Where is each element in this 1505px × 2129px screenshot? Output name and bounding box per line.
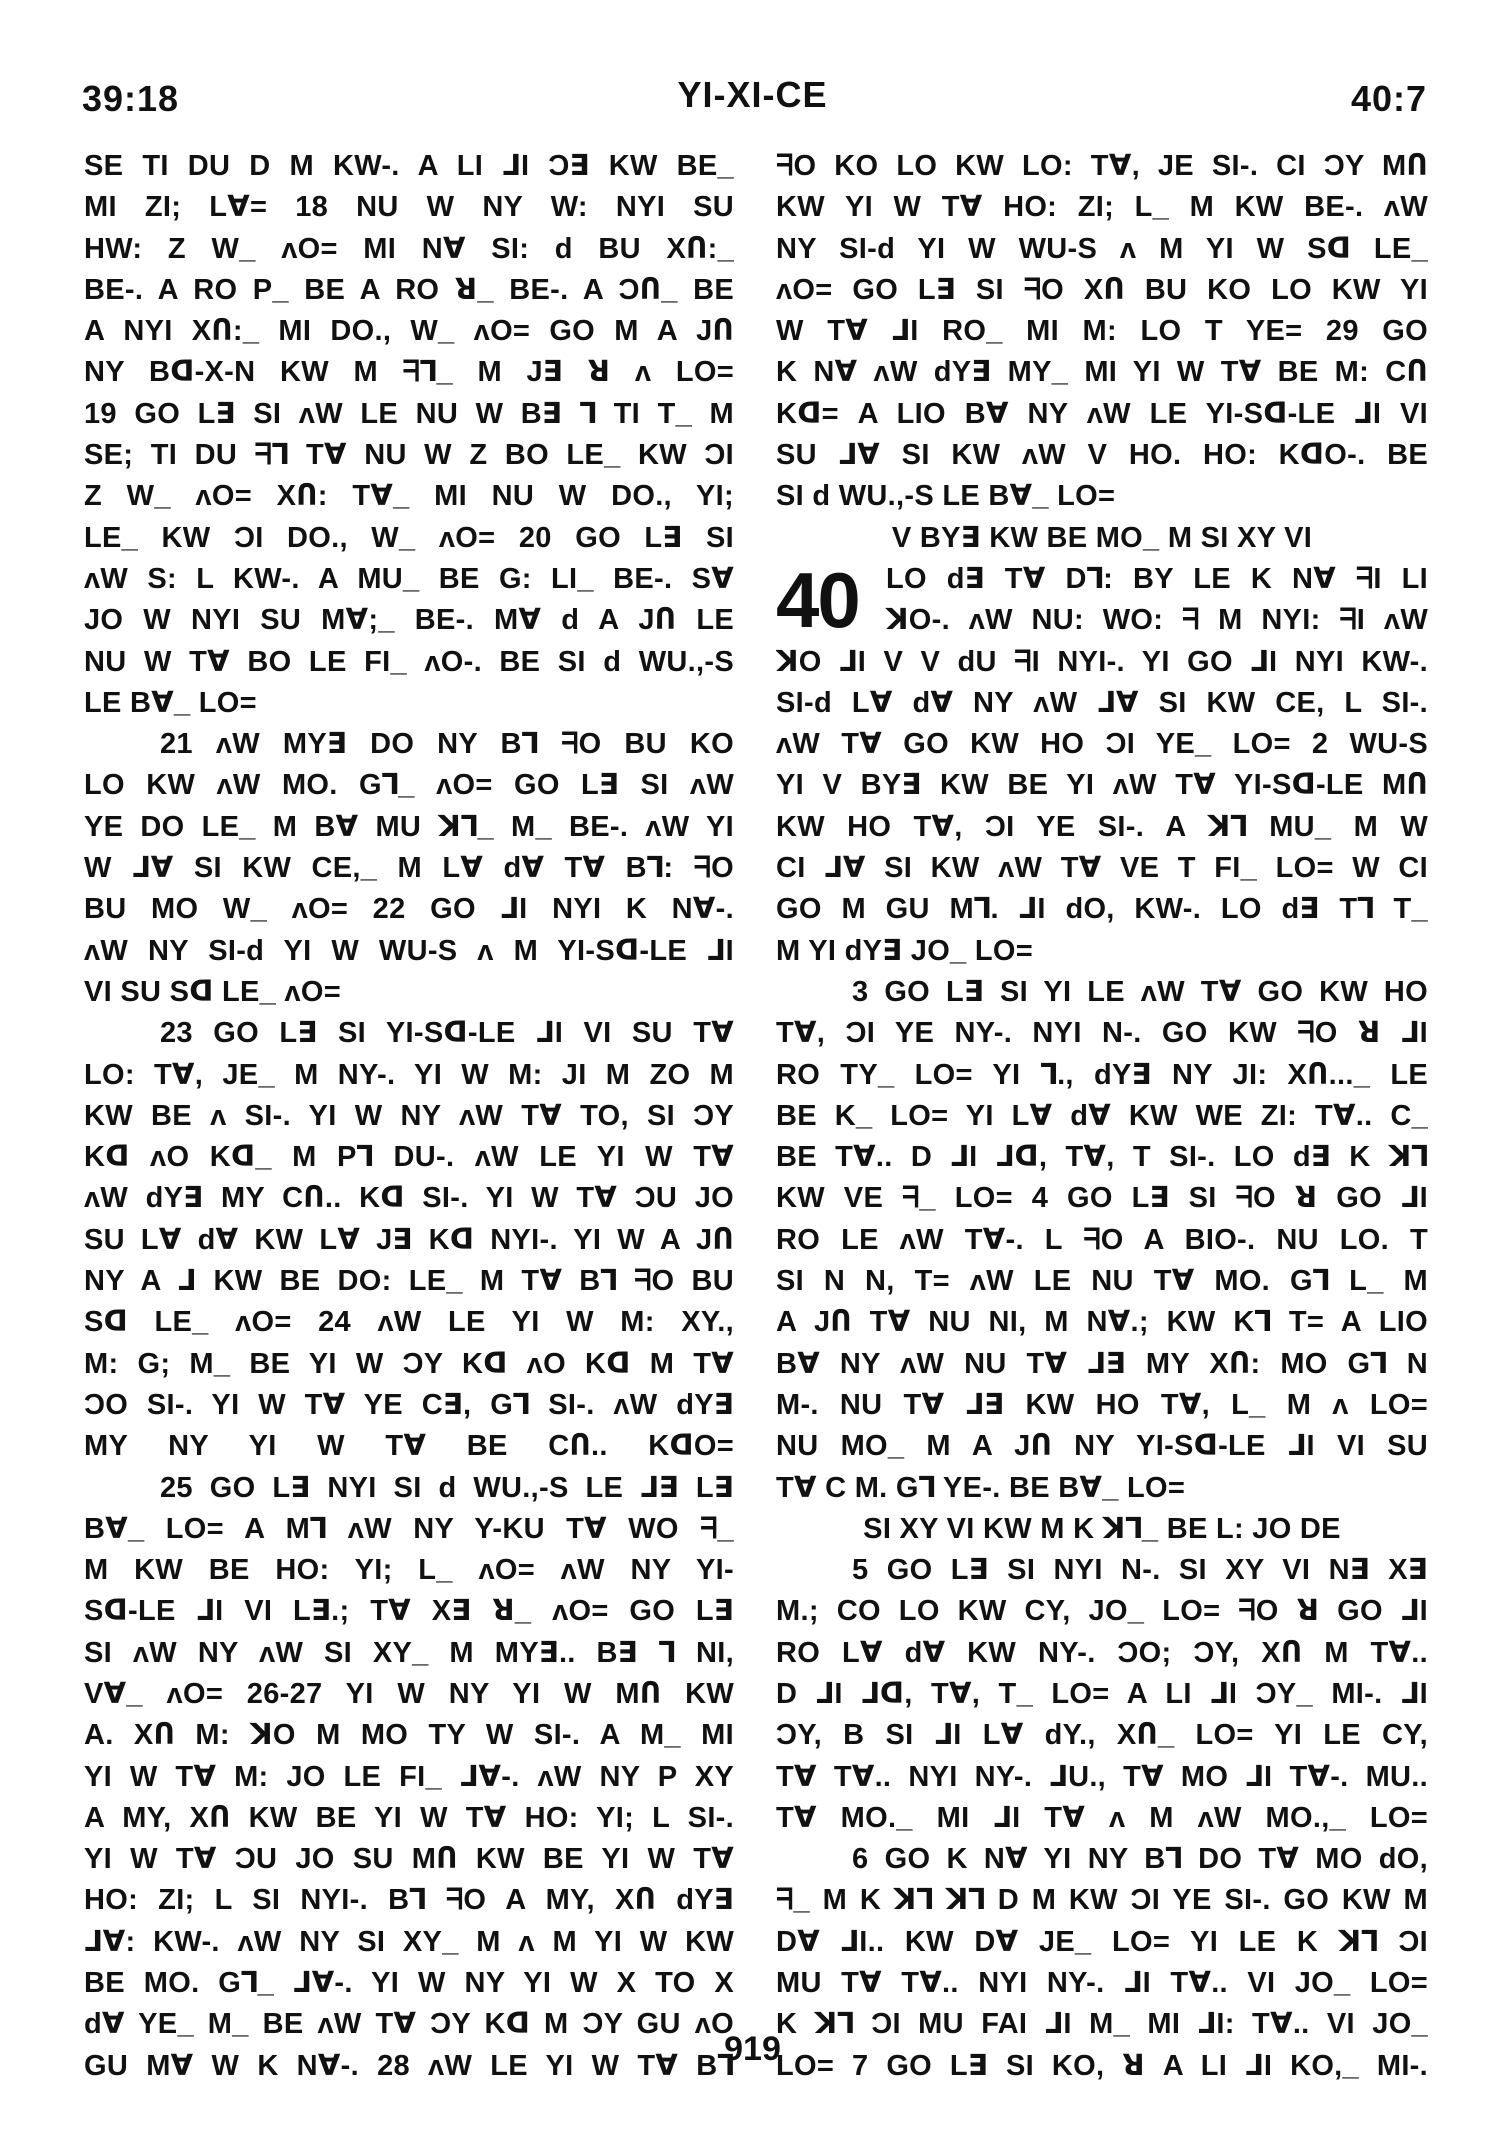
right-column [776,146,1428,2087]
text-line: 21 ʌW MY∃ DO NY B⅂ ᖷO BU KO [160,728,734,761]
text-line: ƆO SI-. YI W T∀ YE C∃, G⅂ SI-. ʌW dY∃ [84,1388,734,1421]
running-header-right: 40:7 [1350,78,1427,119]
text-line: KW BE ʌ SI-. YI W NY ʌW T∀ TO, SI ƆY [84,1099,734,1132]
text-line: BE T∀.. D ⅃I ⅃ᗡ, T∀, T SI-. LO d∃ K ꓘ⅂ [776,1141,1428,1174]
text-line: Kᗡ= A LIO B∀ NY ʌW LE YI-Sᗡ-LE ⅃I VI [776,397,1428,430]
text-line: A JՈ T∀ NU NI, M N∀.; KW K⅂ T= A LIO [776,1306,1428,1339]
text-line: YI V BY∃ KW BE YI ʌW T∀ YI-Sᗡ-LE MՈ [776,769,1428,802]
text-line: ʌW NY SI-d YI W WU-S ʌ M YI-Sᗡ-LE ⅃I [84,934,734,967]
text-line: RO L∀ d∀ KW NY-. ƆO; ƆY, XՈ M T∀.. [776,1636,1428,1669]
text-line: M KW BE HO: YI; L_ ʌO= ʌW NY YI- [84,1554,734,1587]
text-line: NY SI-d YI W WU-S ʌ M YI W Sᗡ LE_ [776,232,1428,265]
text-line: CI ⅃∀ SI KW ʌW T∀ VE T FI_ LO= W CI [776,852,1428,885]
text-line: BE MO. G⅂_ ⅃∀-. YI W NY YI W X TO X [84,1967,734,2000]
text-line: Z W_ ʌO= XՈ: T∀_ MI NU W DO., YI; [84,480,734,513]
chapter-opening [776,555,1428,644]
text-line: Kᗡ ʌO Kᗡ_ M P⅂ DU-. ʌW LE YI W T∀ [84,1141,734,1174]
text-line: M: G; M_ BE YI W ƆY Kᗡ ʌO Kᗡ M T∀ [84,1347,734,1380]
text-line: W T∀ ⅃I RO_ MI M: LO T YE= 29 GO [776,315,1428,348]
text-line: SI ʌW NY ʌW SI XY_ M MY∃.. B∃ ⅂ NI, [84,1636,734,1669]
text-line: LO= 7 GO L∃ SI KO, ꓤ A LI ⅃I KO,_ MI-. [776,2049,1428,2082]
text-line: M.; CO LO KW CY, JO_ LO= ᖷO ꓤ GO ⅃I [776,1595,1428,1628]
text-line: RO TY_ LO= YI ⅂., dY∃ NY JI: XՈ..._ LE [776,1058,1428,1091]
text-line: K ꓘ⅂ ƆI MU FAI ⅃I M_ MI ⅃I: T∀.. VI JO_ [776,2008,1428,2041]
text-line: LO d∃ T∀ D⅂: BY LE K N∀ ᖷI LI [886,562,1428,595]
text-line: Sᗡ-LE ⅃I VI L∃.; T∀ X∃ ꓤ_ ʌO= GO L∃ [84,1595,734,1628]
text-line: A MY, XՈ KW BE YI W T∀ HO: YI; L SI-. [84,1801,734,1834]
text-line: K N∀ ʌW dY∃ MY_ MI YI W T∀ BE M: CՈ [776,356,1428,389]
text-line: HW: Z W_ ʌO= MI N∀ SI: d BU XՈ:_ [84,232,734,265]
text-line: V∀_ ʌO= 26-27 YI W NY YI W MՈ KW [84,1677,734,1710]
book-title-header: YI-XI-CE [677,74,828,115]
text-line: HO: ZI; L SI NYI-. B⅂ ᖷO A MY, XՈ dY∃ [84,1884,734,1917]
text-line: W ⅃∀ SI KW CE,_ M L∀ d∀ T∀ B⅂: ᖷO [84,852,734,885]
page-number: 919 [724,2030,781,2068]
text-line: T∀ MO._ MI ⅃I T∀ ʌ M ʌW MO.,_ LO= [776,1801,1428,1834]
text-line: KW HO T∀, ƆI YE SI-. A ꓘ⅂ MU_ M W [776,810,1428,843]
text-line: B∀_ LO= A M⅂ ʌW NY Y-KU T∀ WO ᖷ_ [84,1512,734,1545]
text-line: VI SU Sᗡ LE_ ʌO= [84,975,341,1008]
text-line: M YI dY∃ JO_ LO= [776,934,1033,967]
text-line: ʌW T∀ GO KW HO ƆI YE_ LO= 2 WU-S [776,728,1428,761]
text-line: B∀ NY ʌW NU T∀ ⅃∃ MY XՈ: MO G⅂ N [776,1347,1428,1380]
text-line: 3 GO L∃ SI YI LE ʌW T∀ GO KW HO [852,975,1428,1008]
text-line: SI N N, T= ʌW LE NU T∀ MO. G⅂ L_ M [776,1265,1428,1298]
right-column-bottom-text [776,1550,1428,2087]
text-line: MI ZI; L∀= 18 NU W NY W: NYI SU [84,191,734,224]
text-line: SU L∀ d∀ KW L∀ J∃ Kᗡ NYI-. YI W A JՈ [84,1223,734,1256]
text-line: YI W T∀ M: JO LE FI_ ⅃∀-. ʌW NY P XY [84,1760,734,1793]
text-line: YI W T∀ ƆU JO SU MՈ KW BE YI W T∀ [84,1843,734,1876]
text-line: NY Bᗡ-X-N KW M ᖷ⅂_ M J∃ ꓤ ʌ LO= [84,356,734,389]
text-line: T∀, ƆI YE NY-. NYI N-. GO KW ᖷO ꓤ ⅃I [776,1017,1428,1050]
text-line: SE TI DU D M KW-. A LI ⅃I Ɔ∃ KW BE_ [84,150,734,182]
text-line: BU MO W_ ʌO= 22 GO ⅃I NYI K N∀-. [84,893,734,926]
text-line: JO W NYI SU M∀;_ BE-. M∀ d A JՈ LE [84,604,734,637]
text-line: 25 GO L∃ NYI SI d WU.,-S LE ⅃∃ L∃ [160,1471,734,1504]
text-line: BE K_ LO= YI L∀ d∀ KW WE ZI: T∀.. C_ [776,1099,1428,1132]
text-line: ᖷ_ M K ꓘ⅂ ꓘ⅂ D M KW ƆI YE SI-. GO KW M [776,1884,1428,1917]
text-line: ʌO= GO L∃ SI ᖷO XՈ BU KO LO KW YI [776,273,1428,306]
right-column-top-text [776,146,1428,518]
text-line: M-. NU T∀ ⅃∃ KW HO T∀, L_ M ʌ LO= [776,1388,1428,1421]
section-heading-2: SI XY VI KW M K ꓘ⅂_ BE L: JO DE [863,1512,1341,1545]
text-line: KW YI W T∀ HO: ZI; L_ M KW BE-. ʌW [776,191,1428,224]
text-line: 19 GO L∃ SI ʌW LE NU W B∃ ⅂ TI T_ M [84,397,734,430]
text-line: Sᗡ LE_ ʌO= 24 ʌW LE YI W M: XY., [84,1306,734,1339]
text-line: 5 GO L∃ SI NYI N-. SI XY VI N∃ X∃ [852,1554,1428,1587]
text-line: KW VE ᖷ_ LO= 4 GO L∃ SI ᖷO ꓤ GO ⅃I [776,1182,1428,1215]
text-line: 23 GO L∃ SI YI-Sᗡ-LE ⅃I VI SU T∀ [160,1017,734,1050]
text-line: T∀ C M. G⅂ YE-. BE B∀_ LO= [776,1471,1186,1504]
text-line: NU MO_ M A JՈ NY YI-Sᗡ-LE ⅃I VI SU [776,1430,1428,1463]
text-line: ʌW S: L KW-. A MU_ BE G: LI_ BE-. S∀ [84,562,734,595]
running-header-left: 39:18 [82,78,180,119]
text-line: 6 GO K N∀ YI NY B⅂ DO T∀ MO dO, [852,1843,1428,1876]
text-line: D∀ ⅃I.. KW D∀ JE_ LO= YI LE K ꓘ⅂ ƆI [776,1925,1428,1958]
text-line: A NYI XՈ:_ MI DO., W_ ʌO= GO M A JՈ [84,315,734,348]
text-line: ᖷO KO LO KW LO: T∀, JE SI-. CI ƆY MՈ [776,150,1428,182]
text-line: LE B∀_ LO= [84,686,257,719]
text-line: ꓘO ⅃I V V dU ᖷI NYI-. YI GO ⅃I NYI KW-. [776,645,1428,678]
left-column [84,146,734,2087]
text-line: ⅃∀: KW-. ʌW NY SI XY_ M ʌ M YI W KW [84,1925,734,1958]
text-line: YE DO LE_ M B∀ MU ꓘ⅂_ M_ BE-. ʌW YI [84,810,734,843]
chapter-drop-lines [776,555,1428,644]
text-line: NU W T∀ BO LE FI_ ʌO-. BE SI d WU.,-S [84,645,734,678]
text-line: GO M GU M⅂. ⅃I dO, KW-. LO d∃ T⅂ T_ [776,893,1428,926]
text-line: LE_ KW ƆI DO., W_ ʌO= 20 GO L∃ SI [84,521,734,554]
text-line: MU T∀ T∀.. NYI NY-. ⅃I T∀.. VI JO_ LO= [776,1967,1428,2000]
text-line: MY NY YI W T∀ BE CՈ.. KᗡO= [84,1430,734,1463]
text-line: RO LE ʌW T∀-. L ᖷO A BIO-. NU LO. T [776,1223,1428,1256]
text-line: SI-d L∀ d∀ NY ʌW ⅃∀ SI KW CE, L SI-. [776,686,1428,719]
text-line: SE; TI DU ᖷ⅂ T∀ NU W Z BO LE_ KW ƆI [84,439,734,472]
text-line: SI d WU.,-S LE B∀_ LO= [776,480,1116,513]
text-line: LO KW ʌW MO. G⅂_ ʌO= GO L∃ SI ʌW [84,769,734,802]
text-line: NY A ⅃ KW BE DO: LE_ M T∀ B⅂ ᖷO BU [84,1265,734,1298]
text-line: BE-. A RO P_ BE A RO ꓤ_ BE-. A ϽՈ_ BE [84,273,734,306]
text-line: SU ⅃∀ SI KW ʌW V HO. HO: KᗡO-. BE [776,439,1428,472]
text-line: ꓘO-. ʌW NU: WO: ᖷ M NYI: ᖷI ʌW [886,604,1428,637]
text-line: ƆY, B SI ⅃I L∀ dY., XՈ_ LO= YI LE CY, [776,1719,1428,1752]
text-line: A. XՈ M: ꓘO M MO TY W SI-. A M_ MI [84,1719,734,1752]
text-line: LO: T∀, JE_ M NY-. YI W M: JI M ZO M [84,1058,734,1091]
text-line: GU M∀ W K N∀-. 28 ʌW LE YI W T∀ B⅂ [84,2049,734,2082]
text-line: T∀ T∀.. NYI NY-. ⅃U., T∀ MO ⅃I T∀-. MU.. [776,1760,1428,1793]
text-line: ʌW dY∃ MY CՈ.. Kᗡ SI-. YI W T∀ ƆU JO [84,1182,734,1215]
text-line: D ⅃I ⅃ᗡ, T∀, T_ LO= A LI ⅃I ƆY_ MI-. ⅃I [776,1677,1428,1710]
section-heading-1: V BY∃ KW BE MO_ M SI XY VI [891,521,1313,554]
right-column-middle-text [776,642,1428,1509]
text-line: d∀ YE_ M_ BE ʌW T∀ ƆY Kᗡ M ƆY GU ʌO [84,2008,734,2041]
chapter-number: 40 [776,555,859,644]
